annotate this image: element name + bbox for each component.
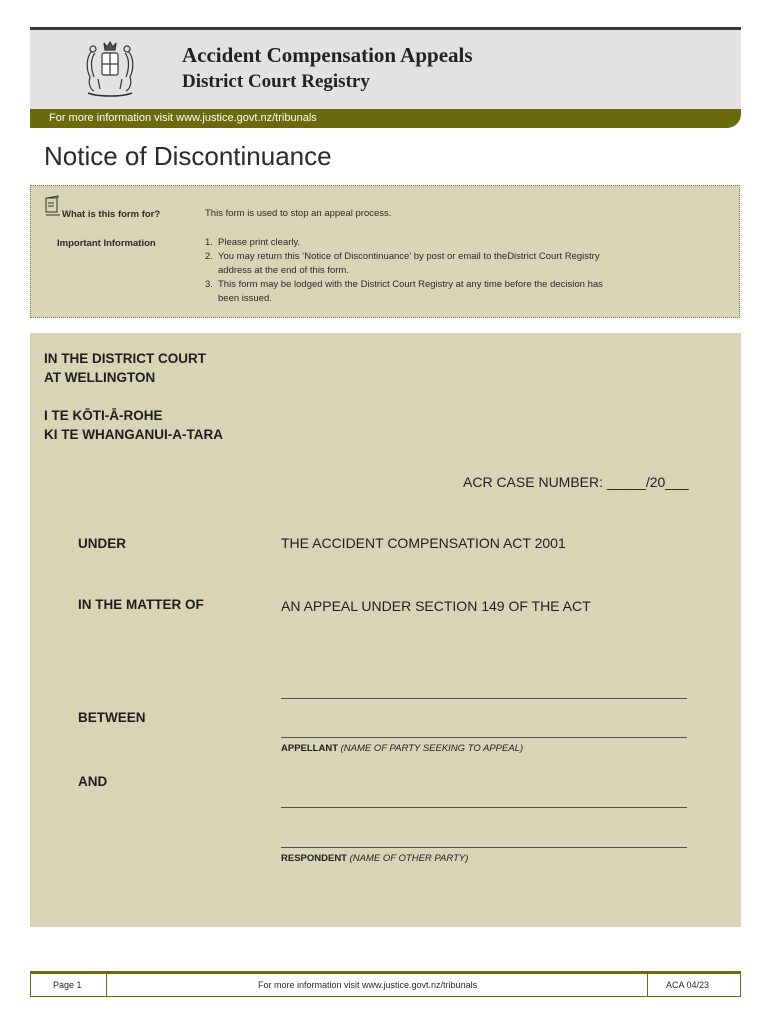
important-item-continuation: been issued.: [218, 293, 272, 304]
appellant-caption: APPELLANT (NAME OF PARTY SEEKING TO APPEAL): [281, 743, 524, 754]
coat-of-arms-crest-icon: [78, 39, 142, 99]
court-name: IN THE DISTRICT COURT: [44, 351, 206, 366]
under-value: THE ACCIDENT COMPENSATION ACT 2001: [281, 535, 566, 551]
footer: [30, 974, 741, 997]
document-icon: [44, 195, 64, 217]
footer-divider: [740, 974, 741, 996]
what-label: What is this form for?: [62, 209, 161, 220]
between-label: BETWEEN: [78, 710, 146, 725]
court-location-maori: KI TE WHANGANUI-A-TARA: [44, 427, 223, 442]
matter-label: IN THE MATTER OF: [78, 597, 204, 612]
page-title: Notice of Discontinuance: [44, 141, 332, 171]
court-location: AT WELLINGTON: [44, 370, 156, 385]
footer-divider: [647, 974, 648, 996]
matter-value: AN APPEAL UNDER SECTION 149 OF THE ACT: [281, 598, 591, 614]
important-item: 1. Please print clearly.: [205, 237, 301, 248]
respondent-line-2[interactable]: [281, 847, 687, 848]
what-text: This form is used to stop an appeal process.: [205, 208, 392, 219]
footer-divider: [30, 974, 31, 996]
header-title: Accident Compensation Appeals: [182, 43, 473, 67]
footer-divider: [106, 974, 107, 996]
and-label: AND: [78, 774, 108, 789]
footer-form-code: ACA 04/23: [666, 980, 710, 990]
acr-case-number-field[interactable]: ACR CASE NUMBER: _____/20___: [463, 474, 689, 490]
footer-page-number: Page 1: [53, 980, 82, 990]
important-item: 2. You may return this ‘Notice of Discontinuance’ by post or email to theDistrict Court Registry: [205, 251, 600, 262]
court-name-maori: I TE KŌTI-Ā-ROHE: [44, 408, 163, 423]
appellant-line-1[interactable]: [281, 698, 687, 699]
important-item: 3. This form may be lodged with the District Court Registry at any time before the decision has: [205, 279, 603, 290]
under-label: UNDER: [78, 536, 127, 551]
important-label: Important Information: [57, 238, 156, 249]
respondent-caption: RESPONDENT (NAME OF OTHER PARTY): [281, 853, 469, 864]
info-bar-link-text[interactable]: For more information visit www.justice.govt.nz/tribunals: [49, 112, 317, 124]
appellant-line-2[interactable]: [281, 737, 687, 738]
footer-info-text: For more information visit www.justice.govt.nz/tribunals: [258, 980, 478, 990]
important-item-continuation: address at the end of this form.: [218, 265, 349, 276]
respondent-line-1[interactable]: [281, 807, 687, 808]
header-subtitle: District Court Registry: [182, 71, 370, 92]
important-list: [205, 236, 705, 306]
